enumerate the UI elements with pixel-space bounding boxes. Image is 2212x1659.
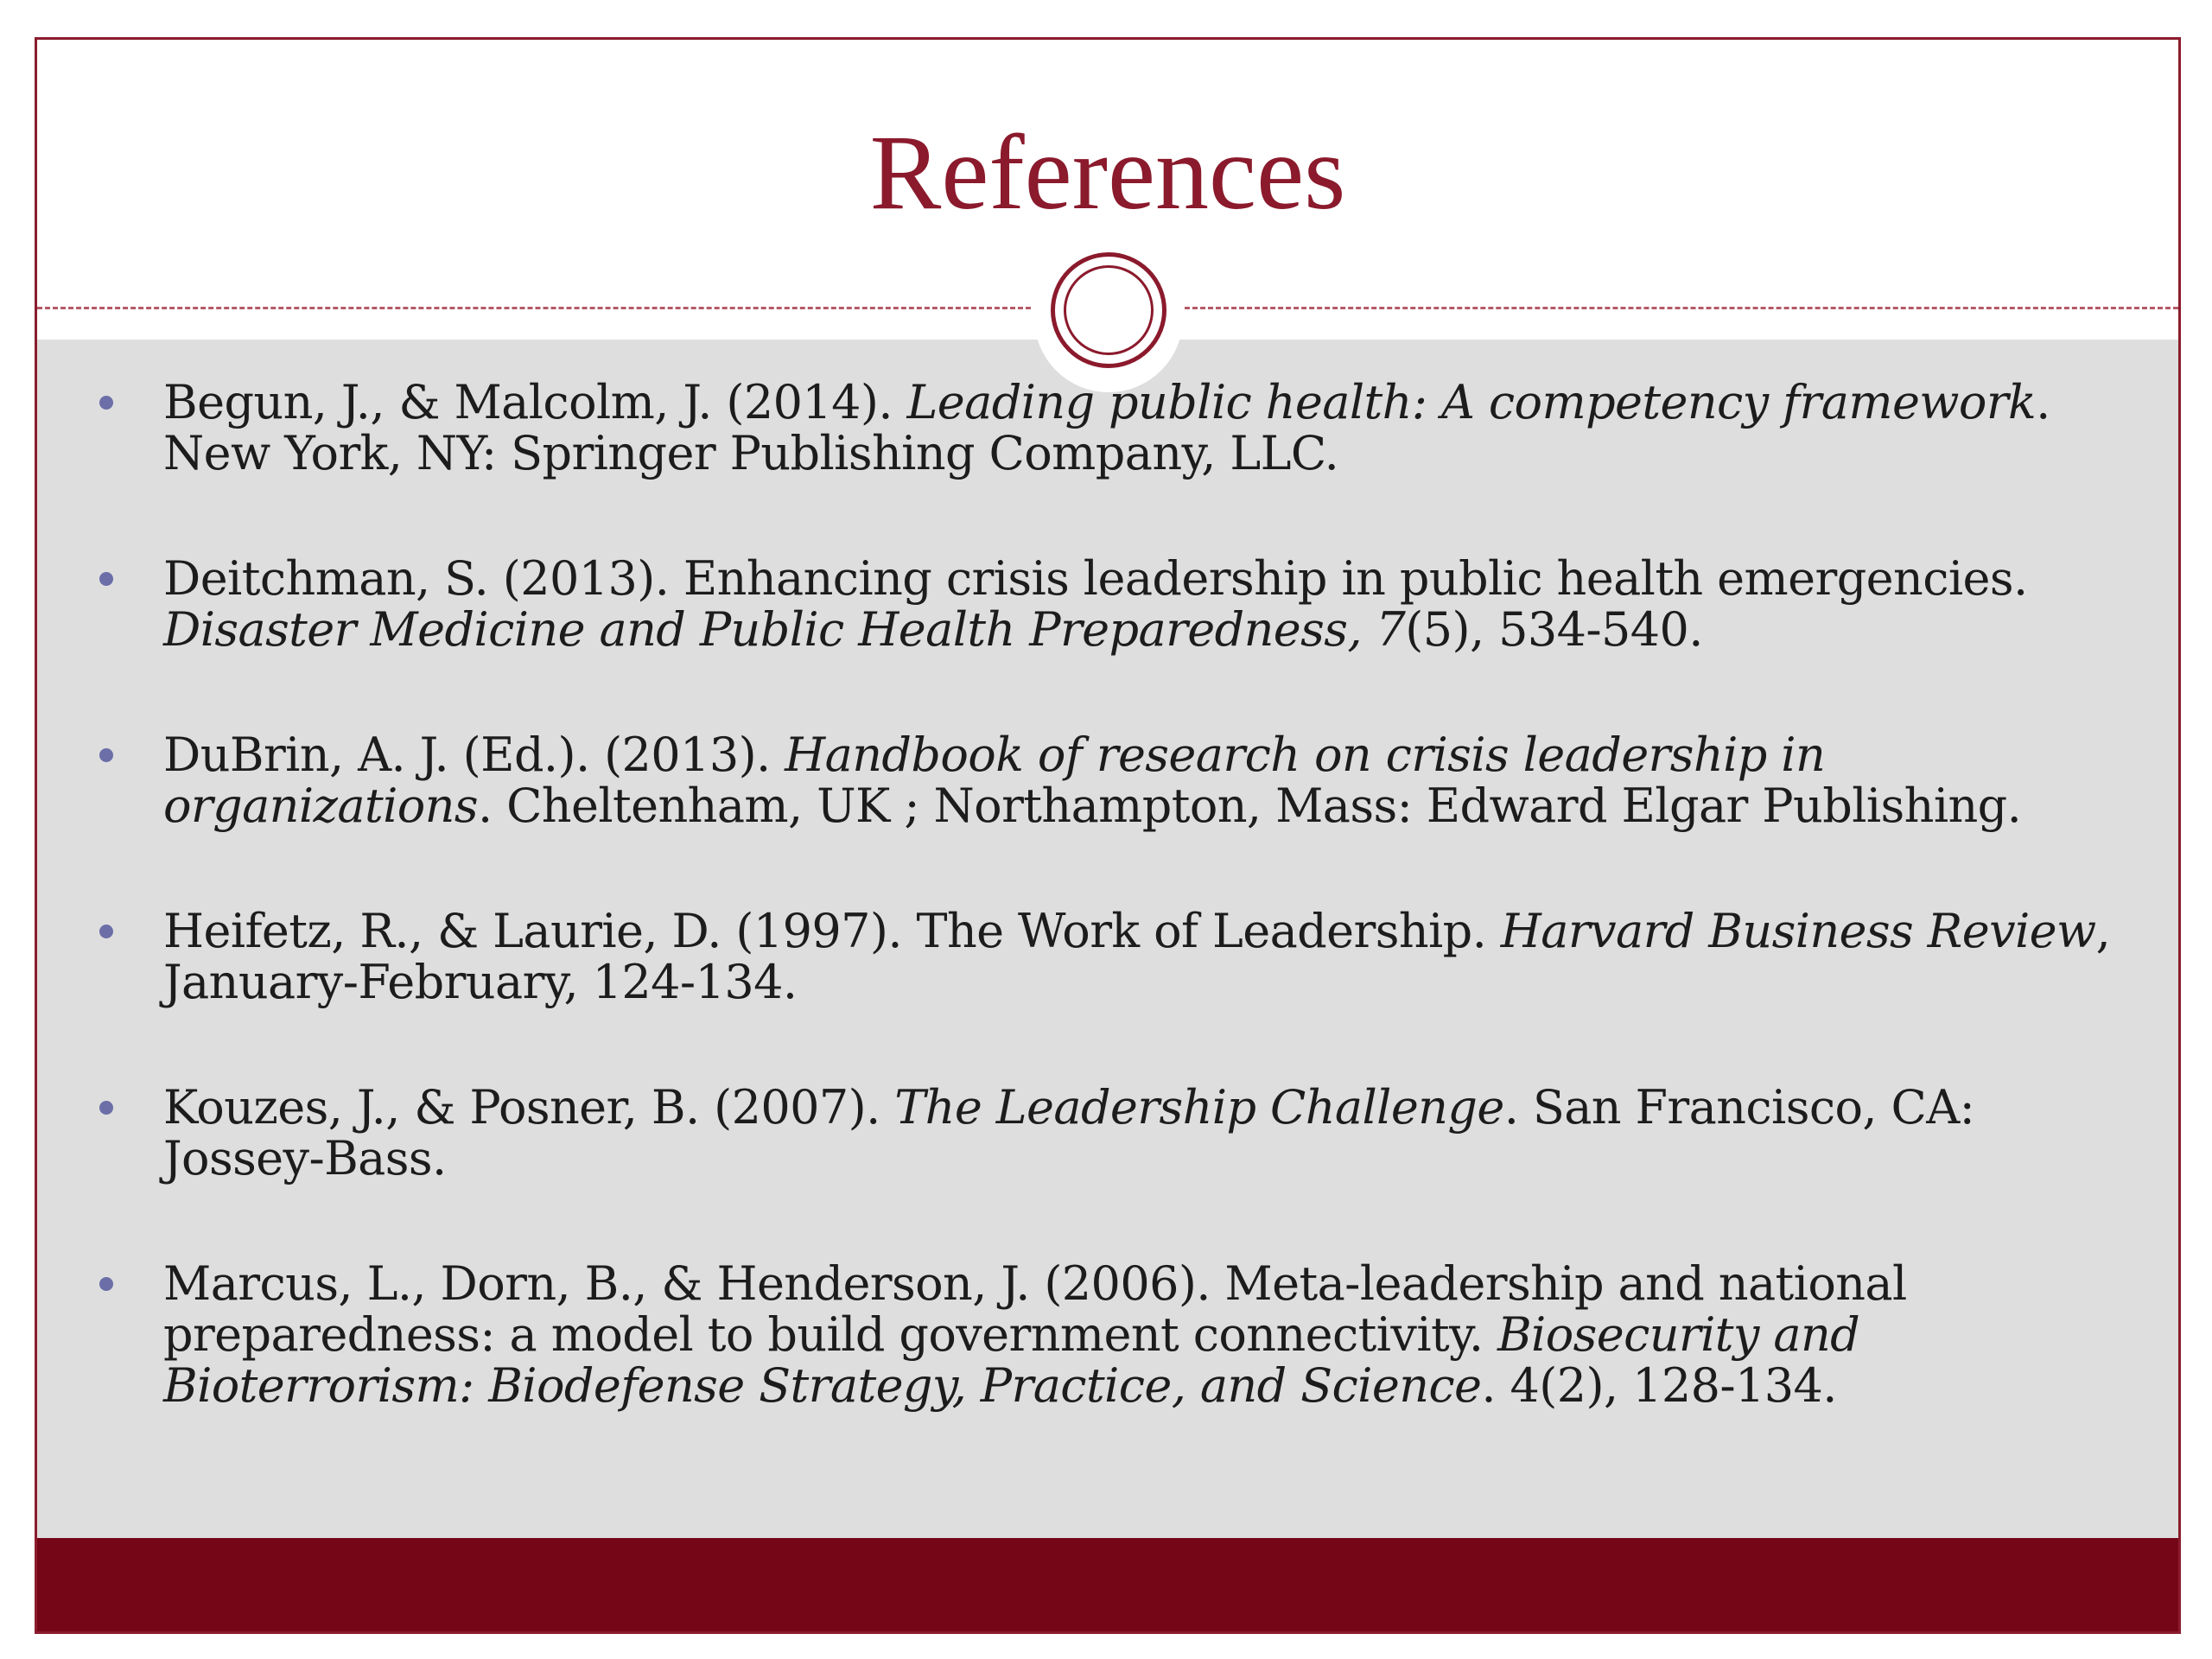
slide-title: References	[869, 113, 1346, 232]
bullet-icon	[99, 572, 113, 586]
reference-text: DuBrin, A. J. (Ed.). (2013).	[163, 728, 785, 782]
bullet-icon	[99, 1277, 113, 1291]
reference-title-italic: Biosecurity and Bioterrorism: Biodefense Strategy, Practice, and Science	[163, 1307, 1860, 1413]
reference-text: Kouzes, J., & Posner, B. (2007).	[163, 1080, 895, 1135]
reference-item	[37, 1082, 2111, 1184]
footer-bar	[37, 1538, 2178, 1631]
reference-item	[37, 729, 2111, 831]
reference-text: Begun, J., & Malcolm, J. (2014).	[163, 375, 907, 429]
circle-ornament-inner	[1064, 265, 1154, 355]
reference-list	[37, 377, 2111, 1485]
reference-text: Heifetz, R., & Laurie, D. (1997). The Work of Leadership.	[163, 904, 1501, 958]
reference-text: Marcus, L., Dorn, B., & Henderson, J. (2006). Meta-leadership and national preparedness: a model to build government connectivity.	[163, 1256, 1907, 1362]
bullet-icon	[99, 925, 113, 938]
bullet-icon	[99, 748, 113, 762]
reference-title-italic: Leading public health: A competency framework	[906, 375, 2037, 429]
reference-text: . 4(2), 128-134.	[1481, 1358, 1837, 1413]
reference-title-italic: Handbook of research on crisis leadership in organizations	[163, 728, 1826, 833]
reference-item	[37, 1258, 2111, 1411]
reference-text: . Cheltenham, UK ; Northampton, Mass: Edward Elgar Publishing.	[477, 779, 2022, 833]
bullet-icon	[99, 396, 113, 410]
bullet-icon	[99, 1101, 113, 1115]
reference-title-italic: The Leadership Challenge	[894, 1080, 1504, 1135]
reference-text: (5), 534-540.	[1405, 602, 1703, 657]
reference-text: . New York, NY: Springer Publishing Company, LLC.	[163, 375, 2050, 480]
circle-ornament-icon	[1051, 252, 1166, 368]
reference-text: Deitchman, S. (2013). Enhancing crisis leadership in public health emergencies.	[163, 551, 2028, 606]
title-divider-right	[1185, 307, 2178, 309]
reference-text: . San Francisco, CA: Jossey-Bass.	[163, 1080, 1975, 1185]
reference-item	[37, 906, 2111, 1007]
title-divider-left	[37, 307, 1031, 309]
reference-item	[37, 553, 2111, 655]
reference-text: , January-February, 124-134.	[163, 904, 2111, 1009]
reference-title-italic: Disaster Medicine and Public Health Preparedness, 7	[163, 602, 1406, 657]
reference-item	[37, 377, 2111, 479]
slide	[35, 37, 2181, 1634]
reference-title-italic: Harvard Business Review	[1500, 904, 2096, 958]
